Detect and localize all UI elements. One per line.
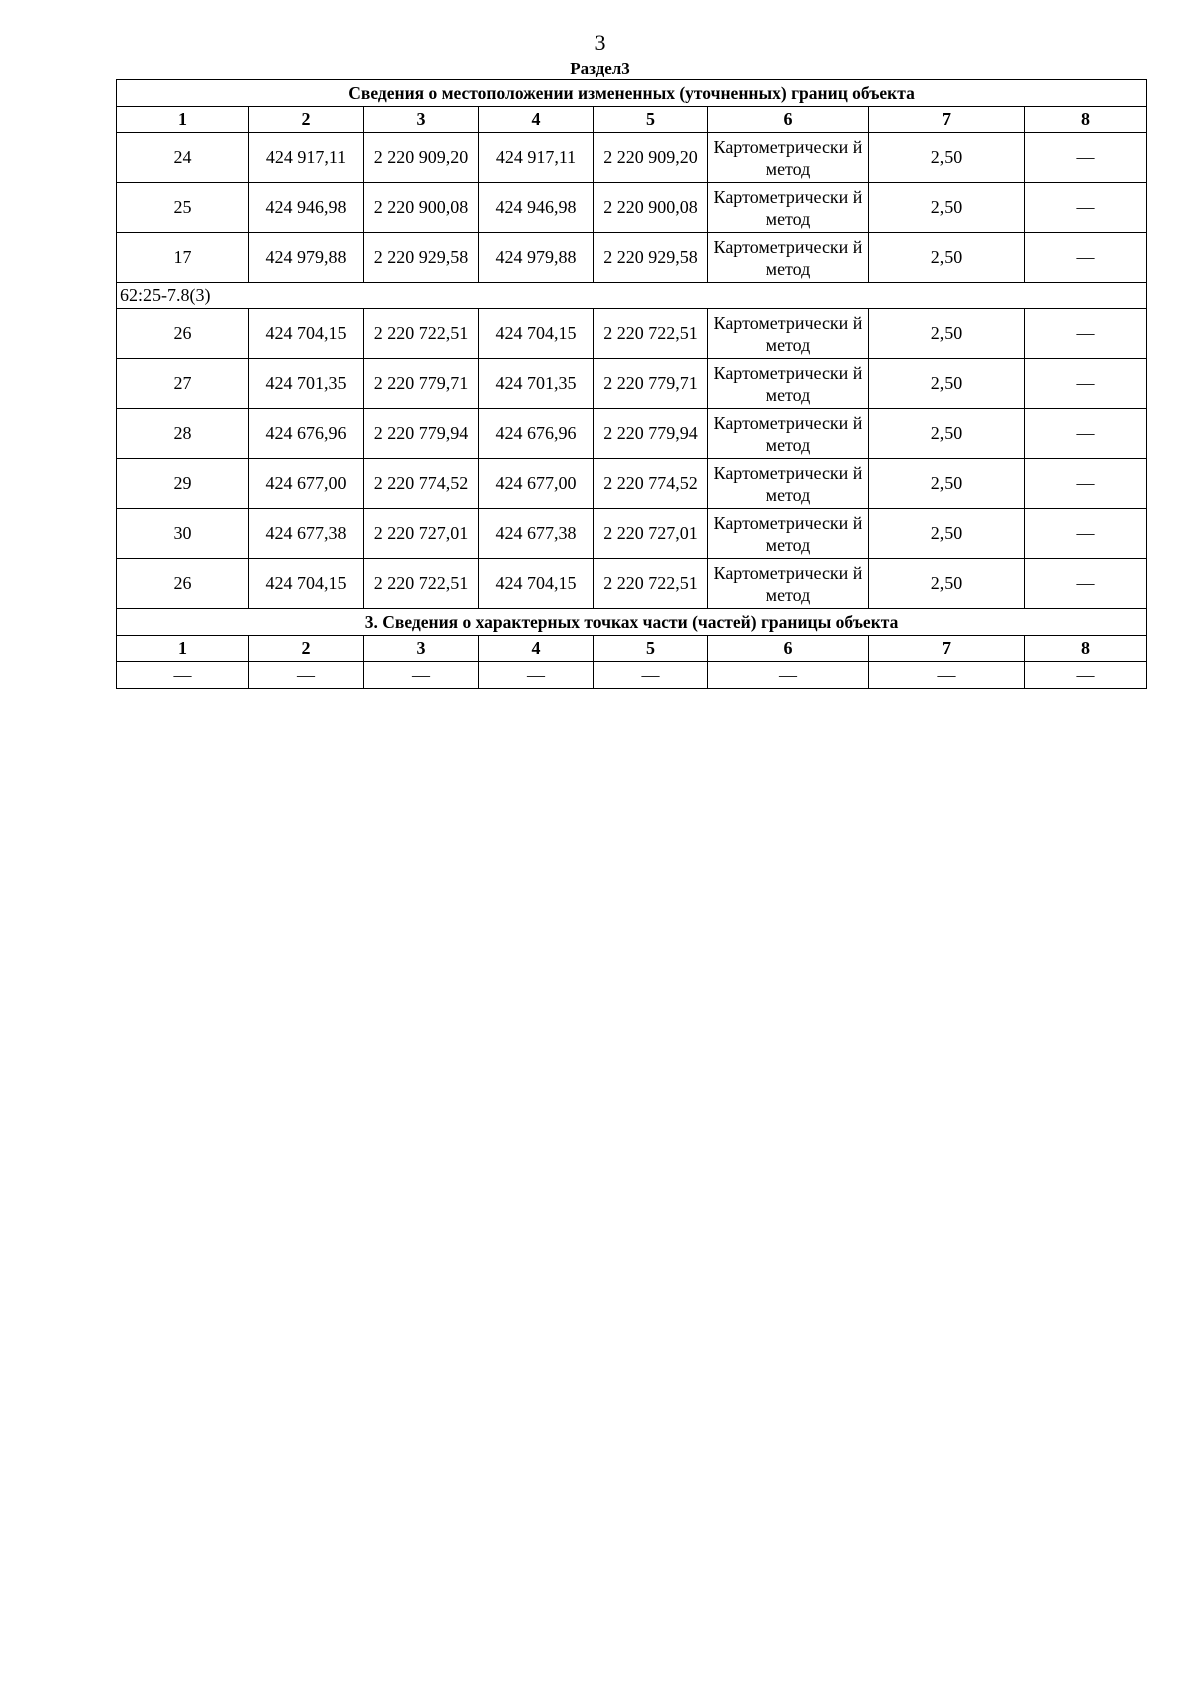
table-cell: 2,50 [869,459,1025,509]
table-cell: — [1025,183,1147,233]
table-cell: — [1025,309,1147,359]
table-cell: 2 220 900,08 [594,183,708,233]
table-cell: 2 220 722,51 [594,309,708,359]
table-cell: 2,50 [869,509,1025,559]
table-cell: 2,50 [869,559,1025,609]
table-cell: 30 [117,509,249,559]
table-row [117,183,1147,233]
table-cell: 424 701,35 [479,359,594,409]
table-cell: Картометрически й метод [708,183,869,233]
table-cell: Картометрически й метод [708,559,869,609]
table-cell: Картометрически й метод [708,133,869,183]
table-cell: Картометрически й метод [708,409,869,459]
group-label-row [117,283,1147,309]
table-cell: Картометрически й метод [708,459,869,509]
table-cell: 27 [117,359,249,409]
table-row [117,459,1147,509]
table-row [117,559,1147,609]
table-cell: 2 220 779,71 [594,359,708,409]
table-cell: 424 979,88 [479,233,594,283]
table-cell: 2 220 909,20 [594,133,708,183]
table-cell: — [1025,233,1147,283]
table-cell: 2 220 727,01 [594,509,708,559]
table-cell: 26 [117,559,249,609]
table-row [117,309,1147,359]
table-cell: 424 917,11 [479,133,594,183]
table1-column-numbers [117,107,1147,133]
table-cell: 424 676,96 [479,409,594,459]
table-cell: — [1025,559,1147,609]
table-cell: 424 677,38 [249,509,364,559]
table1-heading: Сведения о местоположении измененных (уточненных) границ объекта [117,80,1147,107]
table-cell: — [364,662,479,689]
table-cell: 2 220 929,58 [594,233,708,283]
table-cell: 2,50 [869,309,1025,359]
table-cell: 26 [117,309,249,359]
table-cell: 2 220 722,51 [364,559,479,609]
table1-column-number: 1 [117,107,249,133]
table-cell: 2,50 [869,133,1025,183]
table2-column-number: 5 [594,636,708,662]
table-cell: 28 [117,409,249,459]
table-cell: 2 220 722,51 [364,309,479,359]
page-number: 3 [594,30,606,55]
group-label: 62:25-7.8(3) [117,283,1147,309]
table-cell: — [1025,509,1147,559]
table-cell: — [1025,359,1147,409]
table1-column-number: 8 [1025,107,1147,133]
table-cell: — [708,662,869,689]
table-cell: 424 704,15 [479,309,594,359]
table-row [117,233,1147,283]
table-cell: 2 220 900,08 [364,183,479,233]
table2-column-number: 7 [869,636,1025,662]
table-cell: 424 979,88 [249,233,364,283]
table-cell: 424 677,38 [479,509,594,559]
table2-column-number: 2 [249,636,364,662]
table-cell: 2 220 779,94 [364,409,479,459]
table1-column-number: 5 [594,107,708,133]
table-cell: 424 917,11 [249,133,364,183]
table-cell: — [1025,133,1147,183]
table1-column-number: 4 [479,107,594,133]
table-cell: — [1025,662,1147,689]
table-cell: 2 220 909,20 [364,133,479,183]
table-cell: 424 704,15 [249,309,364,359]
table2-column-number: 8 [1025,636,1147,662]
table-cell: — [1025,459,1147,509]
table-cell: — [594,662,708,689]
table2-heading: 3. Сведения о характерных точках части (частей) границы объекта [117,609,1147,636]
table-cell: 2,50 [869,233,1025,283]
table-cell: 2 220 779,94 [594,409,708,459]
table-cell: 25 [117,183,249,233]
section-title: Раздел3 [570,59,630,78]
table-row [117,509,1147,559]
table-cell: 2 220 722,51 [594,559,708,609]
table-cell: 2 220 774,52 [364,459,479,509]
table-cell: 2 220 727,01 [364,509,479,559]
table1-column-number: 6 [708,107,869,133]
table2-column-number: 1 [117,636,249,662]
boundary-table [116,79,1147,689]
table-cell: 424 677,00 [249,459,364,509]
table-cell: 424 946,98 [249,183,364,233]
table-row [117,662,1147,689]
table-cell: — [1025,409,1147,459]
table-cell: 2 220 774,52 [594,459,708,509]
table-cell: 2,50 [869,409,1025,459]
table-cell: 29 [117,459,249,509]
table2-column-numbers [117,636,1147,662]
table-cell: 2 220 929,58 [364,233,479,283]
table-cell: 24 [117,133,249,183]
table-cell: 424 704,15 [479,559,594,609]
table-cell: 424 701,35 [249,359,364,409]
table1-column-number: 3 [364,107,479,133]
table1-column-number: 7 [869,107,1025,133]
table-cell: 424 704,15 [249,559,364,609]
table-cell: 2,50 [869,359,1025,409]
table2-column-number: 3 [364,636,479,662]
table-cell: 424 676,96 [249,409,364,459]
table-cell: 17 [117,233,249,283]
table-cell: 2 220 779,71 [364,359,479,409]
table-cell: — [869,662,1025,689]
table-cell: 424 677,00 [479,459,594,509]
table-row [117,359,1147,409]
table-cell: — [249,662,364,689]
table-cell: Картометрически й метод [708,233,869,283]
table-row [117,133,1147,183]
table2-column-number: 4 [479,636,594,662]
table-row [117,409,1147,459]
table-cell: Картометрически й метод [708,509,869,559]
table2-column-number: 6 [708,636,869,662]
table-cell: — [479,662,594,689]
table1-column-number: 2 [249,107,364,133]
table-cell: Картометрически й метод [708,359,869,409]
table-cell: Картометрически й метод [708,309,869,359]
table-cell: 424 946,98 [479,183,594,233]
table-cell: 2,50 [869,183,1025,233]
table-cell: — [117,662,249,689]
